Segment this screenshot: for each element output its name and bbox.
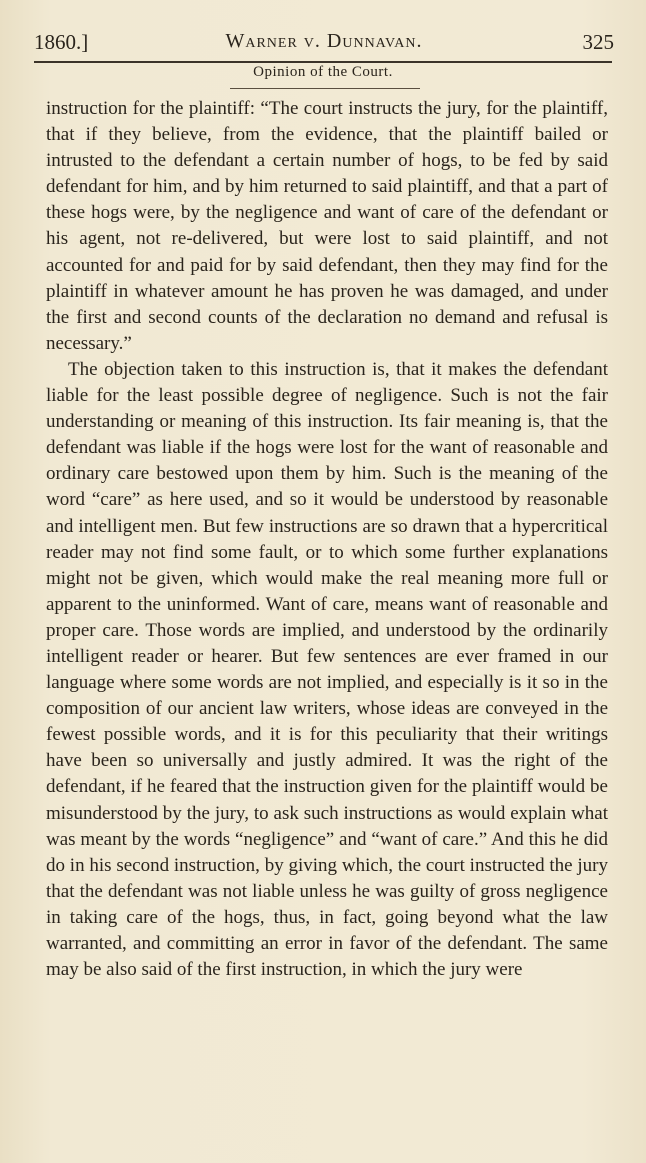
- header-year: 1860.]: [34, 30, 89, 54]
- header-rule: [34, 61, 612, 63]
- header-case-title: Warner v. Dunnavan.: [225, 30, 423, 52]
- section-subheading: Opinion of the Court.: [253, 64, 393, 80]
- running-header: [34, 30, 614, 60]
- paragraph-1: instruction for the plaintiff: “The court instructs the jury, for the plaintiff, that if they believe, from the evidence, that the plaintiff bailed or intrusted to the defendant a certain number of hogs, to be fed by said defendant for him, and by him returned to said plaintiff, and that a part of these hogs were, by the negligence and want of care of the defendant or his agent, not re-delivered, but were lost to said plaintiff, and not accounted for and paid for by said defendant, then they may find for the plaintiff in whatever amount he has proven he was damaged, and under the first and second counts of the declaration no demand and refusal is necessary.”: [46, 98, 608, 354]
- paragraph-2: The objection taken to this instruction is, that it makes the defendant liable for the least possible degree of negligence. Such is not the fair understanding or meaning of this instruction. Its fair meaning is, that the defendant was liable if the hogs were lost for the want of reasonable and ordinary care bestowed upon them by him. Such is the meaning of the word “care” as here used, and so it would be understood by reasonable and intelligent men. But few instructions are so drawn that a hypercritical reader may not find some fault, or to which some further explanations might not be given, which would make the real meaning more full or apparent to the uninformed. Want of care, means want of reasonable and proper care. Those words are implied, and understood by the ordinarily intelligent reader or hearer. But few sentences are ever framed in our language where some words are not implied, and especially is it so in the composition of our ancient law writers, whose ideas are conveyed in the fewest possible words, and it is for this peculiarity that their writings have been so universally and justly admired. It was the right of the defendant, if he feared that the instruction given for the plaintiff would be misunderstood by the jury, to ask such instructions as would explain what was meant by the words “negligence” and “want of care.” And this he did do in his second instruction, by giving which, the court instructed the jury that the defendant was not liable unless he was guilty of gross negligence in taking care of the hogs, thus, in fact, going beyond what the law warranted, and committing an error in favor of the defendant. The same may be also said of the first instruction, in which the jury were: [46, 358, 608, 981]
- page-number: 325: [582, 30, 614, 54]
- subheading-rule: [230, 88, 420, 89]
- body-text: [46, 96, 608, 983]
